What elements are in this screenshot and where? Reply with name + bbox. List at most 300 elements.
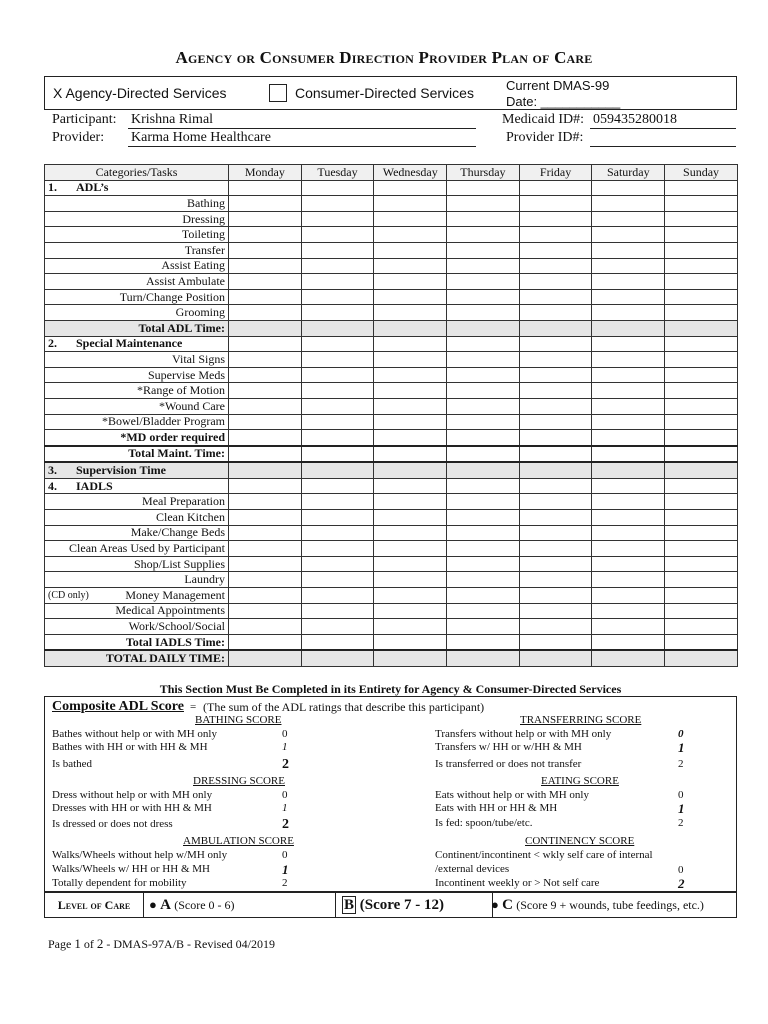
- time-entry-cell[interactable]: [447, 588, 520, 604]
- time-entry-cell[interactable]: [374, 305, 447, 321]
- time-entry-cell[interactable]: [519, 510, 592, 526]
- continency-score-heading: CONTINENCY SCORE: [525, 835, 635, 847]
- time-entry-cell[interactable]: [301, 320, 374, 336]
- time-entry-cell[interactable]: [374, 383, 447, 399]
- time-entry-cell[interactable]: [447, 196, 520, 212]
- time-entry-cell[interactable]: [519, 211, 592, 227]
- time-entry-cell[interactable]: [301, 430, 374, 446]
- time-entry-cell[interactable]: [592, 320, 665, 336]
- composite-adl-score-box: [44, 696, 737, 892]
- time-entry-cell[interactable]: [447, 274, 520, 290]
- total-row: [45, 650, 738, 666]
- continency-option: Incontinent weekly or > Not self care: [435, 877, 600, 889]
- time-entry-cell[interactable]: [592, 383, 665, 399]
- time-entry-cell[interactable]: [374, 541, 447, 557]
- transferring-score-value[interactable]: 1: [678, 740, 685, 755]
- time-entry-cell[interactable]: [665, 383, 738, 399]
- medicaid-id-field[interactable]: 059435280018: [590, 112, 736, 129]
- time-entry-cell[interactable]: [519, 367, 592, 383]
- time-entry-cell[interactable]: [665, 320, 738, 336]
- section-number: 1.: [48, 180, 57, 195]
- time-entry-cell[interactable]: [592, 242, 665, 258]
- time-entry-cell[interactable]: [592, 352, 665, 368]
- time-entry-cell[interactable]: [519, 352, 592, 368]
- time-entry-cell[interactable]: [447, 603, 520, 619]
- time-entry-cell[interactable]: [301, 227, 374, 243]
- time-entry-cell[interactable]: [229, 541, 302, 557]
- time-entry-cell[interactable]: [447, 510, 520, 526]
- time-entry-cell[interactable]: [374, 336, 447, 352]
- time-entry-cell[interactable]: [665, 242, 738, 258]
- time-entry-cell[interactable]: [229, 510, 302, 526]
- time-entry-cell[interactable]: [301, 510, 374, 526]
- eating-score-value[interactable]: 0: [678, 789, 684, 801]
- time-entry-cell[interactable]: [374, 619, 447, 635]
- dmas-99-label: Current DMAS-99: [506, 78, 610, 93]
- section-row: [45, 478, 738, 494]
- date-label[interactable]: Date: ___________: [506, 94, 621, 109]
- time-entry-cell[interactable]: [301, 258, 374, 274]
- time-entry-cell[interactable]: [447, 367, 520, 383]
- time-entry-cell[interactable]: [447, 541, 520, 557]
- time-entry-cell[interactable]: [519, 383, 592, 399]
- time-entry-cell[interactable]: [447, 414, 520, 430]
- section-title-cell: [45, 180, 229, 196]
- time-entry-cell[interactable]: [447, 352, 520, 368]
- time-entry-cell[interactable]: [447, 619, 520, 635]
- time-entry-cell[interactable]: [229, 478, 302, 494]
- time-entry-cell[interactable]: [665, 556, 738, 572]
- task-label: Assist Eating: [45, 258, 229, 274]
- time-entry-cell[interactable]: [447, 430, 520, 446]
- time-entry-cell[interactable]: [301, 242, 374, 258]
- time-entry-cell[interactable]: [229, 619, 302, 635]
- bathing-score-heading: BATHING SCORE: [195, 714, 282, 726]
- continency-score-value[interactable]: 2: [678, 876, 685, 891]
- col-header-day: Sunday: [665, 165, 738, 181]
- eating-score-value[interactable]: 2: [678, 817, 684, 829]
- dressing-option: Dress without help or with MH only: [52, 789, 213, 801]
- time-entry-cell[interactable]: [592, 588, 665, 604]
- time-entry-cell[interactable]: [229, 305, 302, 321]
- time-entry-cell[interactable]: [519, 462, 592, 478]
- time-entry-cell[interactable]: [592, 446, 665, 463]
- task-label: *Bowel/Bladder Program: [45, 414, 229, 430]
- time-entry-cell[interactable]: [665, 196, 738, 212]
- time-entry-cell[interactable]: [374, 494, 447, 510]
- time-entry-cell[interactable]: [374, 430, 447, 446]
- time-entry-cell[interactable]: [519, 305, 592, 321]
- time-entry-cell[interactable]: [374, 180, 447, 196]
- time-entry-cell[interactable]: [301, 588, 374, 604]
- time-entry-cell[interactable]: [447, 478, 520, 494]
- consumer-directed-checkbox[interactable]: [269, 84, 287, 102]
- time-entry-cell[interactable]: [665, 494, 738, 510]
- time-entry-cell[interactable]: [301, 525, 374, 541]
- time-entry-cell[interactable]: [229, 603, 302, 619]
- time-entry-cell[interactable]: [229, 367, 302, 383]
- time-entry-cell[interactable]: [301, 336, 374, 352]
- time-entry-cell[interactable]: [665, 305, 738, 321]
- level-a-range: (Score 0 - 6): [174, 898, 235, 912]
- time-entry-cell[interactable]: [301, 494, 374, 510]
- time-entry-cell[interactable]: [301, 289, 374, 305]
- time-entry-cell[interactable]: [301, 446, 374, 463]
- time-entry-cell[interactable]: [229, 494, 302, 510]
- time-entry-cell[interactable]: [374, 227, 447, 243]
- time-entry-cell[interactable]: [301, 274, 374, 290]
- time-entry-cell[interactable]: [665, 588, 738, 604]
- ambulation-score-value[interactable]: 0: [282, 849, 288, 861]
- bathing-score-value[interactable]: 1: [282, 741, 288, 753]
- task-label: Supervise Meds: [45, 367, 229, 383]
- composite-title: [52, 699, 184, 715]
- time-entry-cell[interactable]: [665, 478, 738, 494]
- time-entry-cell[interactable]: [592, 274, 665, 290]
- time-entry-cell[interactable]: [301, 305, 374, 321]
- dressing-score-value[interactable]: 1: [282, 802, 288, 814]
- agency-directed-option[interactable]: X Agency-Directed Services: [53, 85, 227, 101]
- time-entry-cell[interactable]: [519, 274, 592, 290]
- time-entry-cell[interactable]: [447, 556, 520, 572]
- time-entry-cell[interactable]: [374, 634, 447, 650]
- time-entry-cell[interactable]: [665, 258, 738, 274]
- time-entry-cell[interactable]: [592, 525, 665, 541]
- time-entry-cell[interactable]: [374, 258, 447, 274]
- time-entry-cell[interactable]: [447, 336, 520, 352]
- time-entry-cell[interactable]: [374, 510, 447, 526]
- time-entry-cell[interactable]: [229, 352, 302, 368]
- time-entry-cell[interactable]: [374, 478, 447, 494]
- time-entry-cell[interactable]: [592, 619, 665, 635]
- time-entry-cell[interactable]: [519, 196, 592, 212]
- time-entry-cell[interactable]: [592, 510, 665, 526]
- time-entry-cell[interactable]: [447, 242, 520, 258]
- time-entry-cell[interactable]: [447, 572, 520, 588]
- total-label: TOTAL DAILY TIME:: [45, 650, 229, 666]
- col-header-day: Wednesday: [374, 165, 447, 181]
- time-entry-cell[interactable]: [229, 274, 302, 290]
- time-entry-cell[interactable]: [592, 196, 665, 212]
- time-entry-cell[interactable]: [301, 603, 374, 619]
- task-label: Transfer: [45, 242, 229, 258]
- task-label: Grooming: [45, 305, 229, 321]
- time-entry-cell[interactable]: [665, 367, 738, 383]
- time-entry-cell[interactable]: [229, 227, 302, 243]
- time-entry-cell[interactable]: [519, 430, 592, 446]
- time-entry-cell[interactable]: [592, 494, 665, 510]
- dressing-score-heading: DRESSING SCORE: [193, 775, 285, 787]
- transferring-score-value[interactable]: 2: [678, 758, 684, 770]
- task-label: *Wound Care: [45, 398, 229, 414]
- time-entry-cell[interactable]: [519, 242, 592, 258]
- bathing-score-value[interactable]: 2: [282, 757, 289, 772]
- time-entry-cell[interactable]: [374, 367, 447, 383]
- time-entry-cell[interactable]: [519, 180, 592, 196]
- time-entry-cell[interactable]: [447, 383, 520, 399]
- time-entry-cell[interactable]: [374, 211, 447, 227]
- time-entry-cell[interactable]: [519, 556, 592, 572]
- time-entry-cell[interactable]: [592, 180, 665, 196]
- time-entry-cell[interactable]: [447, 494, 520, 510]
- time-entry-cell[interactable]: [301, 556, 374, 572]
- time-entry-cell[interactable]: [374, 556, 447, 572]
- time-entry-cell[interactable]: [374, 650, 447, 666]
- time-entry-cell[interactable]: [447, 462, 520, 478]
- time-entry-cell[interactable]: [665, 462, 738, 478]
- level-a-option[interactable]: [149, 893, 235, 917]
- time-entry-cell[interactable]: [665, 446, 738, 463]
- time-entry-cell[interactable]: [592, 211, 665, 227]
- time-entry-cell[interactable]: [229, 180, 302, 196]
- time-entry-cell[interactable]: [301, 478, 374, 494]
- task-row: [45, 510, 738, 526]
- time-entry-cell[interactable]: [229, 196, 302, 212]
- time-entry-cell[interactable]: [301, 398, 374, 414]
- time-entry-cell[interactable]: [447, 634, 520, 650]
- time-entry-cell[interactable]: [374, 320, 447, 336]
- bathing-score-value[interactable]: 0: [282, 728, 288, 740]
- ambulation-score-value[interactable]: 2: [282, 877, 288, 889]
- time-entry-cell[interactable]: [592, 414, 665, 430]
- time-entry-cell[interactable]: [374, 525, 447, 541]
- time-entry-cell[interactable]: [301, 367, 374, 383]
- transferring-score-value[interactable]: 0: [678, 728, 684, 740]
- time-entry-cell[interactable]: [447, 650, 520, 666]
- task-row: [45, 619, 738, 635]
- time-entry-cell[interactable]: [229, 258, 302, 274]
- time-entry-cell[interactable]: [374, 242, 447, 258]
- participant-field[interactable]: Krishna Rimal: [128, 112, 476, 129]
- provider-id-field[interactable]: [590, 130, 736, 147]
- time-entry-cell[interactable]: [665, 352, 738, 368]
- time-entry-cell[interactable]: [519, 541, 592, 557]
- time-entry-cell[interactable]: [592, 572, 665, 588]
- time-entry-cell[interactable]: [665, 274, 738, 290]
- time-entry-cell[interactable]: [592, 227, 665, 243]
- time-entry-cell[interactable]: [229, 383, 302, 399]
- time-entry-cell[interactable]: [519, 478, 592, 494]
- section-row: [45, 462, 738, 478]
- ambulation-option: Walks/Wheels without help w/MH only: [52, 849, 228, 861]
- time-entry-cell[interactable]: [301, 211, 374, 227]
- time-entry-cell[interactable]: [374, 289, 447, 305]
- time-entry-cell[interactable]: [519, 227, 592, 243]
- time-entry-cell[interactable]: [447, 180, 520, 196]
- col-header-day: Saturday: [592, 165, 665, 181]
- time-entry-cell[interactable]: [519, 634, 592, 650]
- time-entry-cell[interactable]: [519, 588, 592, 604]
- time-entry-cell[interactable]: [301, 650, 374, 666]
- time-entry-cell[interactable]: [229, 462, 302, 478]
- time-entry-cell[interactable]: [229, 650, 302, 666]
- time-entry-cell[interactable]: [592, 305, 665, 321]
- bathing-option: Is bathed: [52, 758, 93, 770]
- time-entry-cell[interactable]: [592, 367, 665, 383]
- task-row: [45, 414, 738, 430]
- time-entry-cell[interactable]: [592, 462, 665, 478]
- time-entry-cell[interactable]: [592, 478, 665, 494]
- time-entry-cell[interactable]: [519, 446, 592, 463]
- ambulation-score-value[interactable]: 1: [282, 862, 289, 877]
- level-a-letter: A: [160, 897, 171, 913]
- time-entry-cell[interactable]: [665, 525, 738, 541]
- ambulation-option: Walks/Wheels w/ HH or HH & MH: [52, 863, 210, 875]
- dressing-option: Is dressed or does not dress: [52, 818, 173, 830]
- time-entry-cell[interactable]: [519, 494, 592, 510]
- time-entry-cell[interactable]: [665, 572, 738, 588]
- footer-form-id: - DMAS-97A/B - Revised 04/2019: [106, 937, 275, 951]
- time-entry-cell[interactable]: [374, 196, 447, 212]
- time-entry-cell[interactable]: [519, 619, 592, 635]
- time-entry-cell[interactable]: [592, 603, 665, 619]
- time-entry-cell[interactable]: [229, 572, 302, 588]
- time-entry-cell[interactable]: [374, 462, 447, 478]
- task-row: [45, 494, 738, 510]
- time-entry-cell[interactable]: [301, 619, 374, 635]
- time-entry-cell[interactable]: [447, 525, 520, 541]
- time-entry-cell[interactable]: [301, 634, 374, 650]
- time-entry-cell[interactable]: [665, 398, 738, 414]
- time-entry-cell[interactable]: [447, 258, 520, 274]
- time-entry-cell[interactable]: [519, 650, 592, 666]
- time-entry-cell[interactable]: [229, 556, 302, 572]
- time-entry-cell[interactable]: [374, 446, 447, 463]
- time-entry-cell[interactable]: [519, 336, 592, 352]
- time-entry-cell[interactable]: [665, 650, 738, 666]
- time-entry-cell[interactable]: [447, 398, 520, 414]
- time-entry-cell[interactable]: [665, 289, 738, 305]
- time-entry-cell[interactable]: [665, 634, 738, 650]
- time-entry-cell[interactable]: [592, 398, 665, 414]
- time-entry-cell[interactable]: [374, 274, 447, 290]
- time-entry-cell[interactable]: [447, 211, 520, 227]
- time-entry-cell[interactable]: [592, 336, 665, 352]
- section-number: 2.: [48, 336, 57, 351]
- task-label: Laundry: [45, 572, 229, 588]
- time-entry-cell[interactable]: [374, 414, 447, 430]
- time-entry-cell[interactable]: [519, 289, 592, 305]
- time-entry-cell[interactable]: [665, 541, 738, 557]
- dressing-score-value[interactable]: 0: [282, 789, 288, 801]
- time-entry-cell[interactable]: [229, 242, 302, 258]
- time-entry-cell[interactable]: [592, 634, 665, 650]
- time-entry-cell[interactable]: [592, 430, 665, 446]
- time-entry-cell[interactable]: [229, 336, 302, 352]
- time-entry-cell[interactable]: [301, 541, 374, 557]
- time-entry-cell[interactable]: [519, 414, 592, 430]
- time-entry-cell[interactable]: [374, 398, 447, 414]
- time-entry-cell[interactable]: [229, 289, 302, 305]
- time-entry-cell[interactable]: [229, 588, 302, 604]
- composite-title-text: Composite ADL Score: [52, 699, 184, 714]
- time-entry-cell[interactable]: [229, 525, 302, 541]
- time-entry-cell[interactable]: [374, 572, 447, 588]
- section-title: ADL’s: [76, 180, 109, 195]
- time-entry-cell[interactable]: [374, 352, 447, 368]
- task-label: *Range of Motion: [45, 383, 229, 399]
- plan-of-care-grid: [44, 164, 738, 667]
- time-entry-cell[interactable]: [301, 383, 374, 399]
- time-entry-cell[interactable]: [519, 320, 592, 336]
- task-row: [45, 352, 738, 368]
- time-entry-cell[interactable]: [519, 525, 592, 541]
- bathing-option: Bathes without help or with MH only: [52, 728, 217, 740]
- time-entry-cell[interactable]: [301, 196, 374, 212]
- time-entry-cell[interactable]: [229, 414, 302, 430]
- time-entry-cell[interactable]: [229, 211, 302, 227]
- time-entry-cell[interactable]: [229, 430, 302, 446]
- time-entry-cell[interactable]: [447, 227, 520, 243]
- time-entry-cell[interactable]: [665, 336, 738, 352]
- time-entry-cell[interactable]: [301, 180, 374, 196]
- footer-of-word: of: [83, 937, 94, 951]
- time-entry-cell[interactable]: [447, 305, 520, 321]
- transferring-option: Transfers without help or with MH only: [435, 728, 612, 740]
- total-label: Total IADLS Time:: [45, 634, 229, 650]
- time-entry-cell[interactable]: [301, 414, 374, 430]
- time-entry-cell[interactable]: [519, 572, 592, 588]
- time-entry-cell[interactable]: [665, 211, 738, 227]
- task-row: [45, 242, 738, 258]
- section-title: Special Maintenance: [76, 336, 183, 351]
- time-entry-cell[interactable]: [665, 603, 738, 619]
- continency-score-value[interactable]: 0: [678, 864, 684, 876]
- time-entry-cell[interactable]: [519, 398, 592, 414]
- time-entry-cell[interactable]: [229, 446, 302, 463]
- time-entry-cell[interactable]: [447, 289, 520, 305]
- time-entry-cell[interactable]: [447, 320, 520, 336]
- time-entry-cell[interactable]: [592, 541, 665, 557]
- level-b-option[interactable]: [335, 893, 493, 917]
- time-entry-cell[interactable]: [592, 650, 665, 666]
- time-entry-cell[interactable]: [229, 320, 302, 336]
- time-entry-cell[interactable]: [374, 588, 447, 604]
- time-entry-cell[interactable]: [665, 414, 738, 430]
- time-entry-cell[interactable]: [447, 446, 520, 463]
- time-entry-cell[interactable]: [665, 227, 738, 243]
- transferring-score-heading: TRANSFERRING SCORE: [520, 714, 642, 726]
- level-c-option[interactable]: [491, 893, 704, 917]
- time-entry-cell[interactable]: [665, 619, 738, 635]
- time-entry-cell[interactable]: [592, 289, 665, 305]
- time-entry-cell[interactable]: [301, 462, 374, 478]
- time-entry-cell[interactable]: [519, 603, 592, 619]
- time-entry-cell[interactable]: [229, 634, 302, 650]
- col-header-day: Tuesday: [301, 165, 374, 181]
- service-type-box: [44, 76, 737, 110]
- time-entry-cell[interactable]: [301, 572, 374, 588]
- time-entry-cell[interactable]: [665, 180, 738, 196]
- time-entry-cell[interactable]: [592, 556, 665, 572]
- form-title: Agency or Consumer Direction Provider Plan of Care: [175, 48, 593, 67]
- eating-score-heading: EATING SCORE: [541, 775, 619, 787]
- time-entry-cell[interactable]: [665, 510, 738, 526]
- time-entry-cell[interactable]: [301, 352, 374, 368]
- total-row: [45, 446, 738, 463]
- time-entry-cell[interactable]: [374, 603, 447, 619]
- provider-field[interactable]: Karma Home Healthcare: [128, 130, 476, 147]
- dressing-score-value[interactable]: 2: [282, 817, 289, 832]
- time-entry-cell[interactable]: [229, 398, 302, 414]
- footer-page-total: 2: [96, 936, 104, 951]
- time-entry-cell[interactable]: [519, 258, 592, 274]
- time-entry-cell[interactable]: [665, 430, 738, 446]
- time-entry-cell[interactable]: [592, 258, 665, 274]
- section-title-cell: [45, 462, 229, 478]
- dressing-option: Dresses with HH or with HH & MH: [52, 802, 212, 814]
- eating-score-value[interactable]: 1: [678, 801, 685, 816]
